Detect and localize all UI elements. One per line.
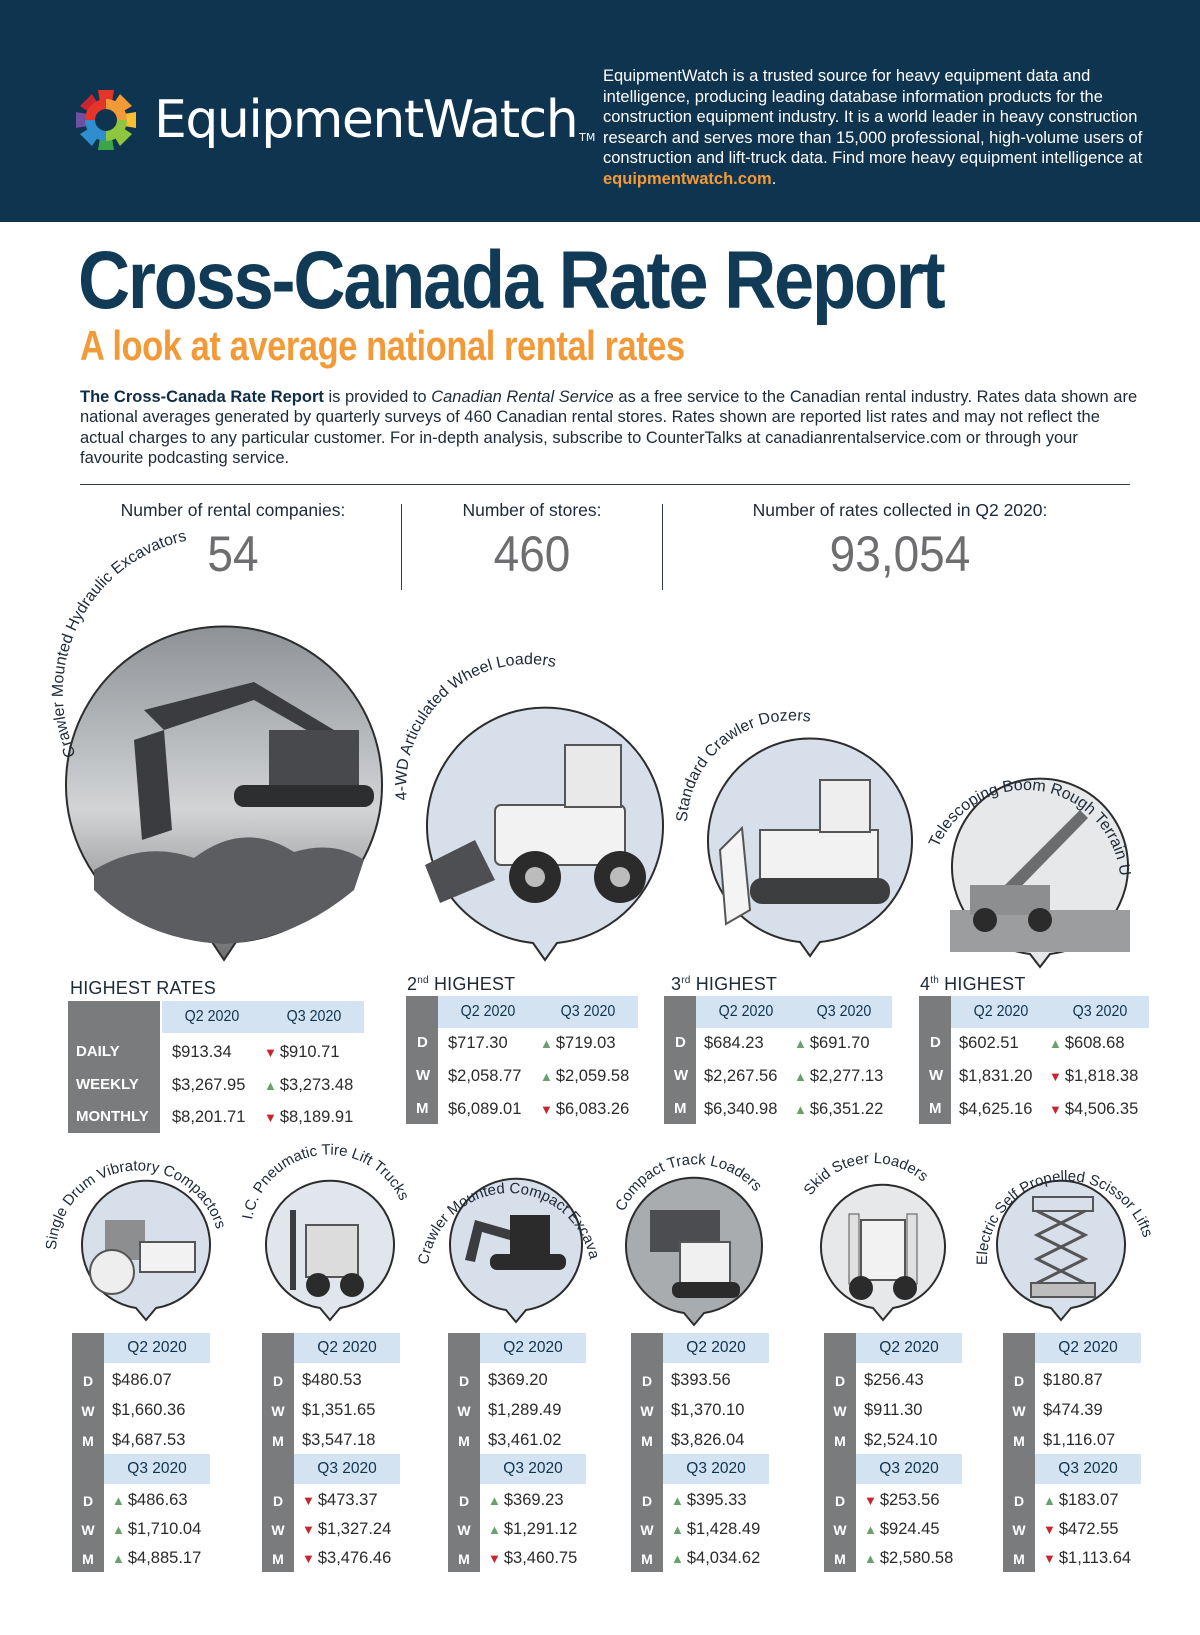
rate-q3: ▲ $486.63 [112,1491,188,1509]
rank-label: 4th HIGHEST [920,974,1026,994]
row-label: D [458,1493,470,1509]
category-label: Single Drum Vibratory Compactors [42,1157,230,1251]
category-label: Telescoping Boom Rough Terrain Unit [925,737,1134,877]
rate-q3: ▼ $910.71 [264,1043,340,1061]
rate-q2: $474.39 [1043,1401,1103,1419]
category-label: Electric Self Propelled Scissor Lifts [973,1167,1157,1266]
trend-down-icon: ▼ [302,1522,315,1537]
category-label: Compact Track Loaders [612,1151,766,1214]
row-label: W [416,1067,431,1084]
rate-table-scissor-lifts [1003,1333,1143,1572]
scissor-lift-photo [975,1145,1155,1325]
rate-q3: ▲ $2,580.58 [864,1549,954,1567]
trend-down-icon: ▼ [1043,1551,1056,1566]
stat-divider [401,504,402,590]
row-label: W [640,1522,654,1538]
trend-up-icon: ▲ [1043,1493,1056,1508]
row-label: M [641,1551,653,1567]
rate-q3: ▲ $369.23 [488,1491,564,1509]
rate-q3: ▼ $1,113.64 [1043,1549,1132,1567]
trend-down-icon: ▼ [540,1102,553,1117]
rate-q3: ▼ $8,189.91 [264,1108,354,1126]
row-label: D [930,1034,941,1051]
row-label: W [674,1067,689,1084]
row-label: M [674,1100,687,1117]
rate-q2: $4,687.53 [112,1431,186,1449]
rate-q3: ▲ $395.33 [671,1491,747,1509]
row-label: D [834,1373,846,1389]
intro-paragraph: The Cross-Canada Rate Report is provided to Canadian Rental Service as a free service to the Canadian rental industry. Rates data shown are national averages generated by quarterly surveys of 460 Canadian rental stores. Rates shown are reported list rates and may not reflect the actual charges to any particular customer. For in-depth analysis, subscribe to CounterTalks at canadianrentalservice.com or through your favourite podcasting service. [80,388,1138,467]
col-header-q3: Q3 2020 [560,1003,616,1020]
rate-q3: ▼ $3,476.46 [302,1549,392,1567]
trend-up-icon: ▲ [488,1493,501,1508]
trend-down-icon: ▼ [864,1493,877,1508]
row-label: D [272,1373,284,1389]
stat-divider [662,504,663,590]
col-header-q2: Q2 2020 [460,1003,516,1020]
rate-q2: $1,831.20 [959,1067,1033,1085]
row-label: D [82,1373,94,1389]
rate-q3: ▼ $6,083.26 [540,1100,630,1118]
row-label: D [417,1034,428,1051]
brand-name: EquipmentWatch TM [154,90,596,150]
row-label: M [272,1433,284,1449]
stat-label: Number of rates collected in Q2 2020: [752,500,1048,520]
stat-label: Number of stores: [462,500,602,520]
trend-up-icon: ▲ [1049,1036,1062,1051]
trend-up-icon: ▲ [794,1036,807,1051]
rate-q3: ▼ $473.37 [302,1491,378,1509]
row-label: WEEKLY [76,1076,139,1093]
rate-q2: $684.23 [704,1034,764,1052]
rate-table-skid-steers [824,1333,964,1572]
row-label: W [640,1403,654,1419]
rate-table-dozers [664,996,892,1124]
rate-q3: ▼ $253.56 [864,1491,940,1509]
trend-down-icon: ▼ [1049,1102,1062,1117]
dozer-photo [673,707,920,960]
row-label: M [834,1551,846,1567]
row-label: D [272,1493,284,1509]
rate-q2: $3,267.95 [172,1076,246,1094]
trend-up-icon: ▲ [264,1078,277,1093]
page-subtitle: A look at average national rental rates [80,322,685,369]
trend-up-icon: ▲ [671,1493,684,1508]
col-header-q3: Q3 2020 [104,1454,210,1484]
category-label: Standard Crawler Dozers [673,707,812,823]
rate-q2: $3,461.02 [488,1431,562,1449]
trend-up-icon: ▲ [671,1522,684,1537]
rate-q3: ▲ $4,885.17 [112,1549,202,1567]
equipmentwatch-link[interactable]: equipmentwatch.com [603,169,772,188]
category-label: Crawler Mounted Hydraulic Excavators [49,527,188,760]
trend-up-icon: ▲ [112,1493,125,1508]
trend-down-icon: ▼ [488,1551,501,1566]
trend-down-icon: ▼ [1043,1522,1056,1537]
header-banner [0,0,1200,222]
trend-up-icon: ▲ [488,1522,501,1537]
track-loader-photo [610,1150,785,1330]
rate-q2: $2,267.56 [704,1067,778,1085]
col-header-q3: Q3 2020 [286,1008,342,1025]
rank-label: 3rd HIGHEST [671,974,778,994]
col-header-q2: Q2 2020 [104,1333,210,1363]
rate-q2: $180.87 [1043,1371,1103,1389]
rank-label: HIGHEST RATES [70,978,216,998]
rate-table-compactors [72,1333,212,1572]
trend-up-icon: ▲ [864,1522,877,1537]
rate-q3: ▼ $1,327.24 [302,1520,392,1538]
rate-table-track-loaders [631,1333,771,1572]
category-label: I.C. Pneumatic Tire Lift Trucks [239,1141,413,1221]
rate-table-excavators-row3 [68,1100,364,1133]
rate-q3: ▲ $183.07 [1043,1491,1119,1509]
stat-value: 54 [207,526,259,582]
row-label: W [81,1403,95,1419]
rate-q3: ▼ $1,818.38 [1049,1067,1139,1085]
row-label: W [271,1403,285,1419]
col-header-q2: Q2 2020 [973,1003,1029,1020]
gear-logo-icon [74,88,138,152]
forklift-photo [239,1141,415,1325]
trend-up-icon: ▲ [540,1069,553,1084]
rate-table-wheel-loaders [406,996,638,1124]
row-label: W [457,1522,471,1538]
row-label: D [641,1493,653,1509]
col-header-q3: Q3 2020 [294,1454,400,1484]
trend-down-icon: ▼ [302,1493,315,1508]
row-label: W [1012,1403,1026,1419]
rate-q3: ▲ $6,351.22 [794,1100,884,1118]
col-header-q3: Q3 2020 [856,1454,962,1484]
rate-q2: $3,826.04 [671,1431,745,1449]
col-header-q3: Q3 2020 [663,1454,769,1484]
rate-q2: $256.43 [864,1371,924,1389]
trend-down-icon: ▼ [1049,1069,1062,1084]
row-label: M [641,1433,653,1449]
rate-q3: ▲ $691.70 [794,1034,870,1052]
stat-value: 93,054 [829,526,971,582]
rate-q3: ▲ $1,710.04 [112,1520,202,1538]
row-label: M [929,1100,942,1117]
trend-down-icon: ▼ [302,1551,315,1566]
rate-q3: ▲ $924.45 [864,1520,940,1538]
stat-label: Number of rental companies: [120,500,346,520]
trend-up-icon: ▲ [112,1522,125,1537]
row-label: M [82,1551,94,1567]
rate-q3: ▲ $4,034.62 [671,1549,761,1567]
row-label: M [834,1433,846,1449]
divider-rule [80,484,1130,485]
skid-steer-photo [793,1150,968,1325]
compactor-photo [42,1150,230,1325]
rate-q2: $4,625.16 [959,1100,1033,1118]
row-label: M [82,1433,94,1449]
rate-q2: $480.53 [302,1371,362,1389]
rate-q3: ▲ $608.68 [1049,1034,1125,1052]
rate-q2: $1,351.65 [302,1401,376,1419]
trend-down-icon: ▼ [264,1045,277,1060]
rate-q3: ▼ $472.55 [1043,1520,1119,1538]
row-label: D [641,1373,653,1389]
col-header-q2: Q2 2020 [480,1333,586,1363]
row-label: M [416,1100,429,1117]
category-label: Crawler Mounted Compact Excavators [415,1137,603,1266]
col-header-q3: Q3 2020 [816,1003,872,1020]
trend-up-icon: ▲ [540,1036,553,1051]
rate-q2: $6,089.01 [448,1100,522,1118]
col-header-q2: Q2 2020 [663,1333,769,1363]
col-header-q2: Q2 2020 [856,1333,962,1363]
rate-q2: $3,547.18 [302,1431,376,1449]
rate-table-telehandlers [919,996,1149,1124]
rate-q2: $1,116.07 [1043,1431,1116,1449]
rate-q3: ▲ $2,277.13 [794,1067,884,1085]
rate-q3: ▲ $3,273.48 [264,1076,354,1094]
rate-q3: ▼ $4,506.35 [1049,1100,1139,1118]
category-label: Skid Steer Loaders [800,1149,932,1199]
col-header-q2: Q2 2020 [294,1333,400,1363]
row-label: W [457,1403,471,1419]
stat-rates-collected [740,500,1060,583]
rate-q2: $911.30 [864,1401,923,1419]
mini-excavator-photo [415,1137,603,1330]
rate-q2: $1,660.36 [112,1401,186,1419]
rate-q3: ▲ $719.03 [540,1034,616,1052]
row-label: MONTHLY [76,1108,149,1125]
row-label: W [833,1522,847,1538]
row-label: M [458,1551,470,1567]
rate-q2: $1,289.49 [488,1401,562,1419]
trend-up-icon: ▲ [794,1102,807,1117]
header-blurb: EquipmentWatch is a trusted source for heavy equipment data and intelligence, producing leading database information products for the construction equipment industry. It is a world leader in heavy construction research and serves more than 15,000 professional, high-volume users of construction and lift-truck data. Find more heavy equipment intelligence at equipmentwatch.com. [603,67,1143,188]
wheel-loader-photo [393,651,670,965]
category-label: 4-WD Articulated Wheel Loaders [393,651,558,802]
rate-q2: $393.56 [671,1371,731,1389]
trend-up-icon: ▲ [794,1069,807,1084]
col-header-q3: Q3 2020 [1035,1454,1141,1484]
rate-table-forklifts [262,1333,402,1572]
row-label: D [82,1493,94,1509]
row-label: W [833,1403,847,1419]
rate-q2: $2,524.10 [864,1431,938,1449]
row-label: M [458,1433,470,1449]
row-label: W [929,1067,944,1084]
stat-value: 460 [493,526,571,582]
trend-up-icon: ▲ [864,1551,877,1566]
row-label: M [1013,1551,1025,1567]
col-header-q2: Q2 2020 [718,1003,774,1020]
rate-q2: $1,370.10 [671,1401,745,1419]
stat-stores [432,500,632,583]
rate-q2: $2,058.77 [448,1067,522,1085]
row-label: D [458,1373,470,1389]
page-title: Cross-Canada Rate Report [78,235,944,326]
row-label: M [1013,1433,1025,1449]
row-label: DAILY [76,1043,120,1060]
trend-down-icon: ▼ [264,1110,277,1125]
rate-q2: $913.34 [172,1043,232,1061]
telehandler-photo [925,737,1140,975]
rank-label: 2nd HIGHEST [407,974,516,994]
row-label: M [272,1551,284,1567]
row-label: D [675,1034,686,1051]
rate-q3: ▲ $2,059.58 [540,1067,630,1085]
rate-q3: ▼ $3,460.75 [488,1549,578,1567]
rate-q2: $8,201.71 [172,1108,246,1126]
rate-table-excavators [68,1001,364,1100]
col-header-q3: Q3 2020 [1072,1003,1128,1020]
rate-q3: ▲ $1,428.49 [671,1520,761,1538]
trend-up-icon: ▲ [112,1551,125,1566]
col-header-q2: Q2 2020 [1035,1333,1141,1363]
row-label: D [1013,1373,1025,1389]
rate-q3: ▲ $1,291.12 [488,1520,578,1538]
rate-q2: $6,340.98 [704,1100,778,1118]
rate-q2: $369.20 [488,1371,548,1389]
rate-q2: $602.51 [959,1034,1019,1052]
rate-q2: $486.07 [112,1371,172,1389]
row-label: W [1012,1522,1026,1538]
col-header-q2: Q2 2020 [184,1008,240,1025]
row-label: W [81,1522,95,1538]
row-label: W [271,1522,285,1538]
rate-q2: $717.30 [448,1034,508,1052]
trend-up-icon: ▲ [671,1551,684,1566]
row-label: D [834,1493,846,1509]
col-header-q3: Q3 2020 [480,1454,586,1484]
rate-table-compact-excavators [448,1333,588,1572]
row-label: D [1013,1493,1025,1509]
